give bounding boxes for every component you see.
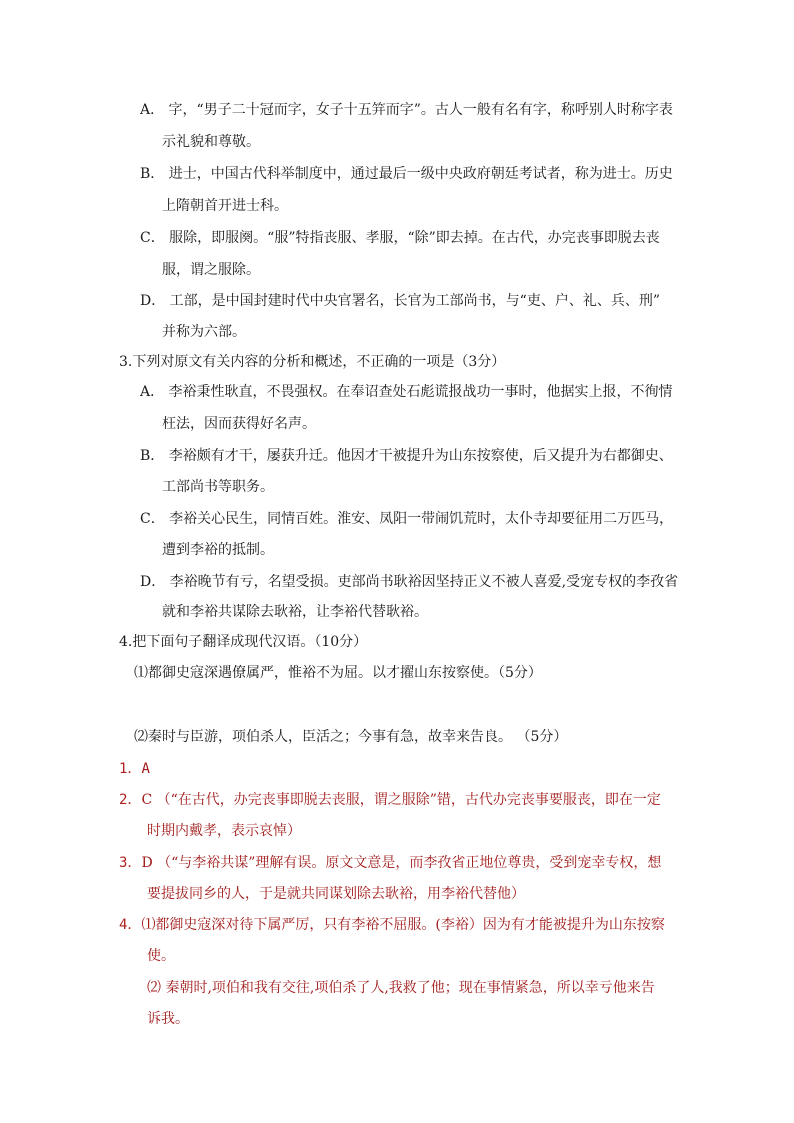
q2-option-b-line2: 上隋朝首开进士科。 [162, 198, 288, 214]
answer-1 [119, 759, 150, 779]
q3-stem: 3.下列对原文有关内容的分析和概述，不正确的一项是（3分） [119, 354, 506, 370]
answer-2-text: C （“在古代，办完丧事即脱去丧服，谓之服除”错，古代办完丧事要服丧，即在一定 [141, 792, 661, 808]
answer-4 [119, 915, 665, 935]
answer-2-number: 2． [119, 792, 142, 808]
q3-option-b-line1: B． 李裕颇有才干，屡获升迁。他因才干被提升为山东按察使，后又提升为右都御史、 [140, 448, 673, 464]
q2-option-a-line1: A． 字，“男子二十冠而字，女子十五笄而字”。古人一般有名有字，称呼别人时称字表 [140, 102, 673, 118]
q2-option-d-line1: D． 工部，是中国封建时代中央官署名，长官为工部尚书，与“吏、户、礼、兵、刑” [140, 293, 660, 309]
answer-3 [119, 853, 661, 873]
answer-2-continued: 时期内戴孝，表示哀悼） [147, 823, 301, 839]
q3-option-b-line2: 工部尚书等职务。 [162, 479, 274, 495]
q2-option-a-line2: 示礼貌和尊敬。 [162, 134, 260, 150]
answer-3-text: D （“与李裕共谋”理解有误。原文文意是，而李孜省正地位尊贵，受到宠幸专权，想 [141, 855, 662, 871]
q3-option-c-line1: C． 李裕关心民生，同情百姓。淮安、凤阳一带闹饥荒时，太仆寺却要征用二万匹马， [140, 511, 674, 527]
answer-4-continued: 使。 [147, 948, 175, 964]
answer-4-number: 4． [119, 917, 142, 933]
q3-option-a-line2: 枉法，因而获得好名声。 [162, 416, 316, 432]
answer-4-sentence-2: ⑵ 秦朝时,项伯和我有交往,项伯杀了人,我救了他；现在事情紧急，所以幸亏他来告 [147, 980, 655, 996]
q2-option-c-line2: 服，谓之服除。 [162, 262, 260, 278]
q3-option-a-line1: A． 李裕秉性耿直，不畏强权。在奉诏查处石彪谎报战功一事时，他据实上报，不徇情 [140, 384, 673, 400]
q3-option-c-line2: 遭到李裕的抵制。 [162, 542, 274, 558]
q4-stem: 4.把下面句子翻译成现代汉语。（10分） [119, 634, 368, 650]
q4-sentence-2: ⑵秦时与臣游，项伯杀人，臣活之；今事有急，故幸来告良。 （5分） [134, 729, 568, 745]
q2-option-b-line1: B． 进士，中国古代科举制度中，通过最后一级中央政府朝廷考试者，称为进士。历史 [140, 166, 673, 182]
answer-4-text: ⑴都御史寇深对待下属严厉，只有李裕不屈服。(李裕）因为有才能被提升为山东按察 [141, 917, 665, 933]
q3-option-d-line1: D． 李裕晚节有亏，名望受损。吏部尚书耿裕因坚持正义不被人喜爱,受宠专权的李孜省 [140, 574, 679, 590]
answer-1-text: A [141, 761, 150, 777]
answer-1-number: 1． [119, 761, 142, 777]
q2-option-d-line2: 并称为六部。 [162, 324, 246, 340]
answer-3-number: 3． [119, 855, 142, 871]
answer-3-continued: 要提拔同乡的人，于是就共同谋划除去耿裕，用李裕代替他） [147, 886, 525, 902]
q4-sentence-1: ⑴都御史寇深遇僚属严，惟裕不为屈。以才擢山东按察使。（5分） [134, 665, 542, 681]
q2-option-c-line1: C． 服除，即服阕。“服”特指丧服、孝服，“除”即去掉。在古代，办完丧事即脱去丧 [140, 230, 660, 246]
answer-4-sentence-2-continued: 诉我。 [147, 1011, 189, 1027]
q3-option-d-line2: 就和李裕共谋除去耿裕，让李裕代替耿裕。 [162, 604, 428, 620]
answer-2 [119, 790, 661, 810]
